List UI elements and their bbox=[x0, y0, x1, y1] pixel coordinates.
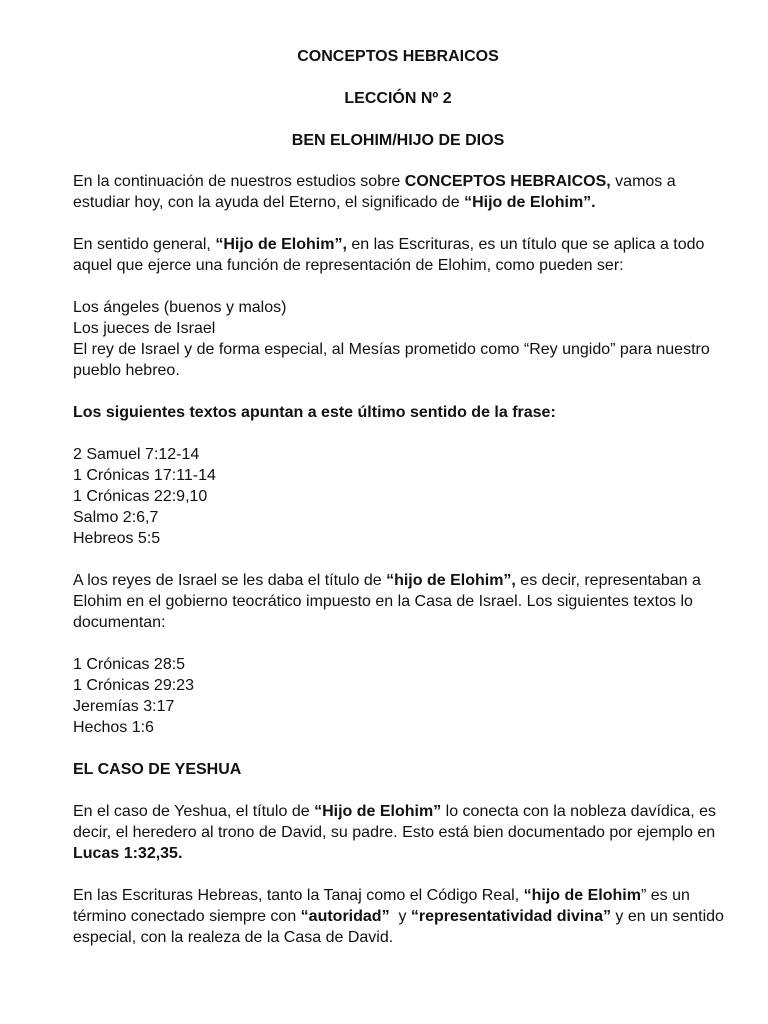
scriptures-paragraph bbox=[73, 885, 733, 948]
definition-bold-term: “Hijo de Elohim”, bbox=[215, 236, 347, 253]
yeshua-bold-reference: Lucas 1:32,35. bbox=[73, 845, 183, 862]
scriptures-bold-term: “hijo de Elohim bbox=[523, 887, 641, 904]
list-item: El rey de Israel y de forma especial, al Mesías prometido como “Rey ungido” para nuestro pueblo hebreo. bbox=[73, 341, 710, 379]
list-item: Hebreos 5:5 bbox=[73, 530, 161, 547]
lesson-number: LECCIÓN Nº 2 bbox=[344, 90, 452, 107]
scriptures-text-1: En las Escrituras Hebreas, tanto la Tanaj como el Código Real, bbox=[73, 887, 524, 904]
intro-bold-topic: CONCEPTOS HEBRAICOS, bbox=[404, 173, 611, 190]
scriptures-text-2: ” es un término conectado siempre con bbox=[73, 887, 690, 925]
definition-paragraph bbox=[73, 234, 733, 276]
document-body bbox=[73, 171, 733, 969]
scriptures-text-3: y bbox=[389, 908, 411, 925]
kings-paragraph bbox=[73, 570, 733, 633]
scriptures-bold-authority: “autoridad” bbox=[300, 908, 390, 925]
list-item: 1 Crónicas 28:5 bbox=[73, 656, 186, 673]
yeshua-text-1: En el caso de Yeshua, el título de bbox=[73, 803, 315, 820]
list-item: 1 Crónicas 29:23 bbox=[73, 677, 194, 694]
list-item: 2 Samuel 7:12-14 bbox=[73, 446, 200, 463]
definition-text-1: En sentido general, bbox=[73, 236, 216, 253]
list-item: 1 Crónicas 22:9,10 bbox=[73, 488, 208, 505]
lesson-subtitle: BEN ELOHIM/HIJO DE DIOS bbox=[291, 132, 505, 149]
scriptures-bold-representation: “representatividad divina” bbox=[410, 908, 611, 925]
kings-bold-term: “hijo de Elohim”, bbox=[386, 572, 516, 589]
yeshua-paragraph bbox=[73, 801, 733, 864]
list-item: 1 Crónicas 17:11-14 bbox=[73, 467, 216, 484]
section-heading bbox=[73, 759, 733, 780]
list-item: Salmo 2:6,7 bbox=[73, 509, 159, 526]
examples-list bbox=[73, 297, 733, 381]
kings-text-1: A los reyes de Israel se les daba el título de bbox=[73, 572, 387, 589]
list-item: Hechos 1:6 bbox=[73, 719, 154, 736]
list-item: Jeremías 3:17 bbox=[73, 698, 175, 715]
definition-text-2: en las Escrituras, es un título que se aplica a todo aquel que ejerce una función de representación de Elohim, como pueden ser: bbox=[73, 236, 705, 274]
list-item: Los jueces de Israel bbox=[73, 320, 216, 337]
yeshua-text-2: lo conecta con la nobleza davídica, es decir, el heredero al trono de David, su padre. Esto está bien documentado por ejemplo en bbox=[73, 803, 717, 841]
intro-text-1: En la continuación de nuestros estudios sobre bbox=[73, 173, 405, 190]
references-list-1 bbox=[73, 444, 733, 549]
references-list-2 bbox=[73, 654, 733, 738]
intro-paragraph bbox=[73, 171, 733, 213]
yeshua-bold-term: “Hijo de Elohim” bbox=[314, 803, 442, 820]
intro-text-2: vamos a estudiar hoy, con la ayuda del Eterno, el significado de bbox=[73, 173, 676, 211]
intro-bold-term: “Hijo de Elohim”. bbox=[464, 194, 596, 211]
document-title: CONCEPTOS HEBRAICOS bbox=[297, 48, 499, 65]
scriptures-text-4: y en un sentido especial, con la realeza de la Casa de David. bbox=[73, 908, 724, 946]
list-item: Los ángeles (buenos y malos) bbox=[73, 299, 287, 316]
kings-text-2: es decir, representaban a Elohim en el gobierno teocrático impuesto en la Casa de Israel. Los siguientes textos lo documentan: bbox=[73, 572, 701, 631]
texts-intro-heading bbox=[73, 402, 733, 423]
texts-intro-bold: Los siguientes textos apuntan a este último sentido de la frase: bbox=[73, 404, 556, 421]
section-heading-text: EL CASO DE YESHUA bbox=[73, 761, 242, 778]
